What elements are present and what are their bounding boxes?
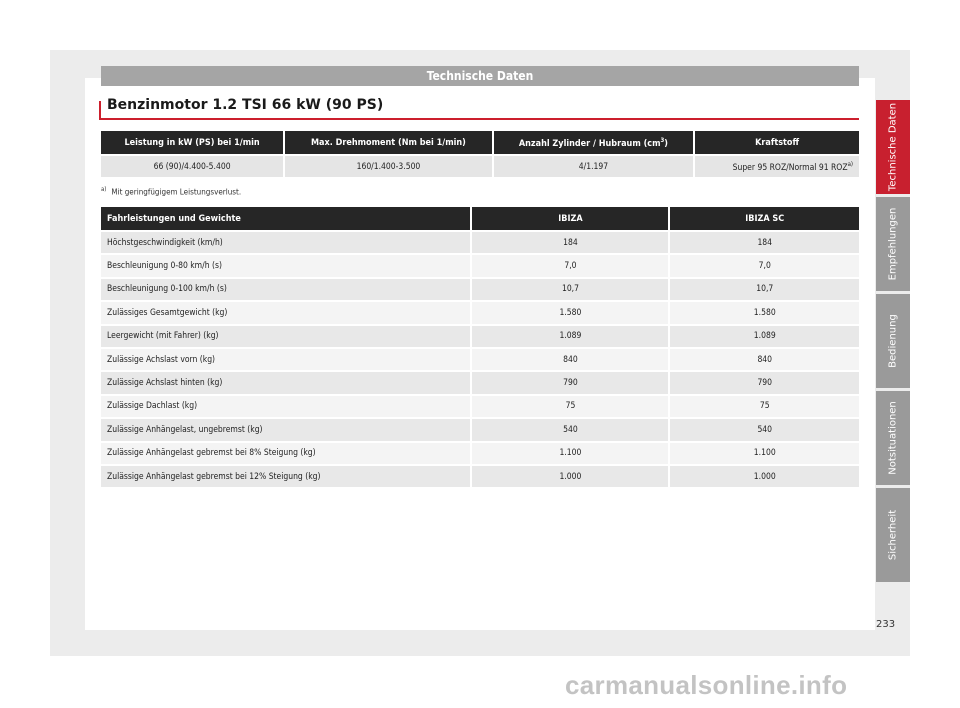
- table-row: [101, 255, 859, 276]
- side-tab-label: Empfehlungen: [887, 207, 899, 281]
- performance-table: [99, 205, 861, 489]
- cell-ibiza: 1.100: [472, 443, 668, 464]
- header-cylinders-text: Anzahl Zylinder / Hubraum (cm: [518, 138, 661, 149]
- cell-label: Zulässige Achslast vorn (kg): [101, 349, 470, 370]
- cell-label: Zulässige Dachlast (kg): [101, 396, 470, 417]
- side-tab-label: Technische Daten: [887, 102, 899, 192]
- side-tab-label: Bedienung: [887, 314, 899, 368]
- cell-ibiza: 840: [472, 349, 668, 370]
- cell-torque: 160/1.400-3.500: [285, 156, 492, 177]
- watermark: carmanualsonline.info: [565, 670, 848, 700]
- cell-ibiza: 7,0: [472, 255, 668, 276]
- cell-ibiza-sc: 840: [670, 349, 859, 370]
- cell-ibiza: 184: [472, 232, 668, 253]
- side-tab-label: Sicherheit: [887, 509, 899, 561]
- page-title: Benzinmotor 1.2 TSI 66 kW (90 PS): [107, 97, 384, 113]
- table-row: [101, 396, 859, 417]
- header-cylinders: [494, 131, 693, 154]
- cell-ibiza-sc: 540: [670, 419, 859, 440]
- header-cylinders-sup: 3: [660, 136, 665, 144]
- header-cylinders-close: ): [664, 138, 668, 149]
- header-ibiza-sc: IBIZA SC: [670, 207, 859, 230]
- cell-label: Beschleunigung 0-100 km/h (s): [101, 279, 470, 300]
- cell-ibiza: 10,7: [472, 279, 668, 300]
- cell-fuel: [695, 156, 859, 177]
- cell-ibiza-sc: 790: [670, 372, 859, 393]
- table-row: [101, 443, 859, 464]
- cell-label: Zulässige Anhängelast gebremst bei 8% Steigung (kg): [101, 443, 470, 464]
- cell-label: Zulässiges Gesamtgewicht (kg): [101, 302, 470, 323]
- cell-ibiza: 75: [472, 396, 668, 417]
- footnote: [101, 186, 241, 197]
- cell-ibiza-sc: 1.580: [670, 302, 859, 323]
- cell-ibiza-sc: 10,7: [670, 279, 859, 300]
- header-power: Leistung in kW (PS) bei 1/min: [101, 131, 283, 154]
- table-row: [101, 232, 859, 253]
- side-tab-empfehlungen[interactable]: [876, 197, 910, 291]
- cell-label: Beschleunigung 0-80 km/h (s): [101, 255, 470, 276]
- cell-ibiza-sc: 75: [670, 396, 859, 417]
- table-row: [101, 349, 859, 370]
- side-tab-technische-daten[interactable]: [876, 100, 910, 194]
- title-underline: [99, 118, 859, 120]
- table-row: [101, 302, 859, 323]
- cell-ibiza: 1.089: [472, 326, 668, 347]
- cell-label: Zulässige Anhängelast gebremst bei 12% Steigung (kg): [101, 466, 470, 487]
- cell-ibiza-sc: 1.100: [670, 443, 859, 464]
- table-row: [101, 372, 859, 393]
- footnote-marker: a): [101, 186, 107, 193]
- footnote-text: Mit geringfügigem Leistungsverlust.: [111, 187, 242, 197]
- section-header: Technische Daten: [101, 66, 859, 86]
- cell-label: Zulässige Anhängelast, ungebremst (kg): [101, 419, 470, 440]
- cell-label: Zulässige Achslast hinten (kg): [101, 372, 470, 393]
- header-fuel: Kraftstoff: [695, 131, 859, 154]
- engine-table: [99, 129, 861, 179]
- cell-label: Höchstgeschwindigkeit (km/h): [101, 232, 470, 253]
- side-tab-notsituationen[interactable]: [876, 391, 910, 485]
- performance-table-header: [101, 207, 859, 230]
- table-row: [101, 279, 859, 300]
- page-number: 233: [876, 619, 896, 630]
- cell-ibiza-sc: 7,0: [670, 255, 859, 276]
- table-row: [101, 466, 859, 487]
- footnote-ref: a): [847, 160, 853, 168]
- cell-ibiza-sc: 184: [670, 232, 859, 253]
- table-row: [101, 156, 859, 177]
- cell-power: 66 (90)/4.400-5.400: [101, 156, 283, 177]
- cell-cylinders: 4/1.197: [494, 156, 693, 177]
- table-row: [101, 419, 859, 440]
- cell-label: Leergewicht (mit Fahrer) (kg): [101, 326, 470, 347]
- cell-ibiza-sc: 1.000: [670, 466, 859, 487]
- header-torque: Max. Drehmoment (Nm bei 1/min): [285, 131, 492, 154]
- cell-ibiza: 1.000: [472, 466, 668, 487]
- cell-ibiza: 790: [472, 372, 668, 393]
- table-row: [101, 326, 859, 347]
- cell-ibiza: 1.580: [472, 302, 668, 323]
- side-tab-sicherheit[interactable]: [876, 488, 910, 582]
- side-tab-bedienung[interactable]: [876, 294, 910, 388]
- cell-ibiza-sc: 1.089: [670, 326, 859, 347]
- header-performance: Fahrleistungen und Gewichte: [101, 207, 470, 230]
- engine-table-header: [101, 131, 859, 154]
- cell-fuel-text: Super 95 ROZ/Normal 91 ROZ: [732, 162, 848, 173]
- side-tab-label: Notsituationen: [887, 401, 899, 475]
- cell-ibiza: 540: [472, 419, 668, 440]
- header-ibiza: IBIZA: [472, 207, 668, 230]
